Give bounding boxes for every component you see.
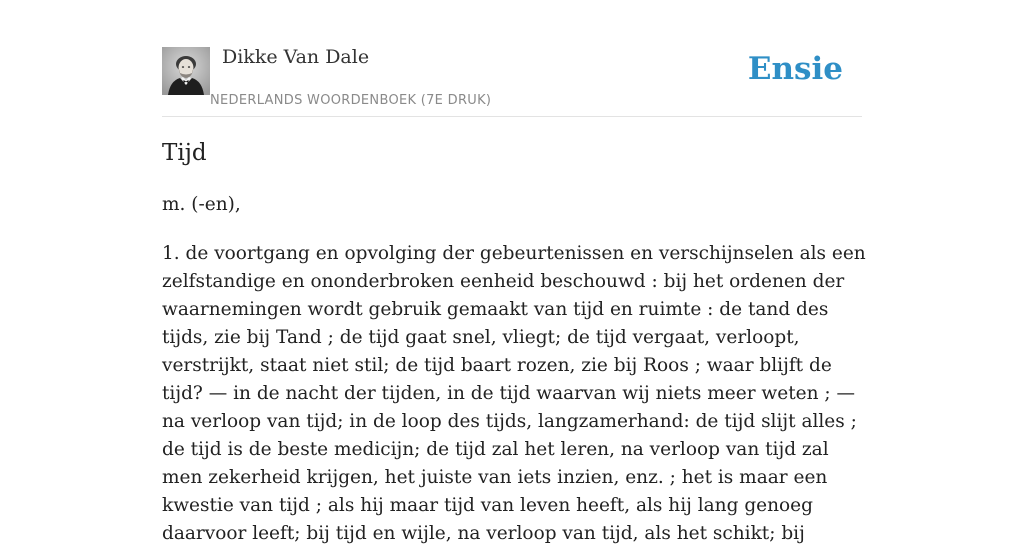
entry-definition: 1. de voortgang en opvolging der gebeurtenissen en verschijnselen als een zelfstandige en ononderbroken eenheid beschouwd : bij het ordenen der waarnemingen wordt gebruik gemaakt van tijd en ruimte : de tand des tijds, zie bij Tand ; de tijd gaat snel, vliegt; de tijd vergaat, verloopt, verstrijkt, staat niet stil; de tijd baart rozen, zie bij Roos ; waar blijft de tijd? — in de nacht der tijden, in de tijd waarvan wij niets meer weten ; — na verloop van tijd; in de loop des tijds, langzamerhand: de tijd slijt alles ; de tijd is de beste medicijn; de tijd zal het leren, na verloop van tijd zal men zekerheid krijgen, het juiste van iets inzien, enz. ; het is maar een kwestie van tijd ; als hij maar tijd van leven heeft, als hij lang genoeg daarvoor leeft; bij tijd en wijle, na verloop van tijd, als het schikt; bij [162,243,866,544]
article-header [162,0,862,117]
article-page [162,0,866,544]
source-label[interactable]: NEDERLANDS WOORDENBOEK (7E DRUK) [210,93,492,108]
brand-logo[interactable]: Ensie [747,51,843,87]
avatar[interactable] [162,47,210,95]
entry-grammar: m. (-en), [162,194,241,215]
entry-title: Tijd [162,140,207,166]
author-name[interactable]: Dikke Van Dale [222,46,370,68]
portrait-photo-icon [162,47,210,95]
